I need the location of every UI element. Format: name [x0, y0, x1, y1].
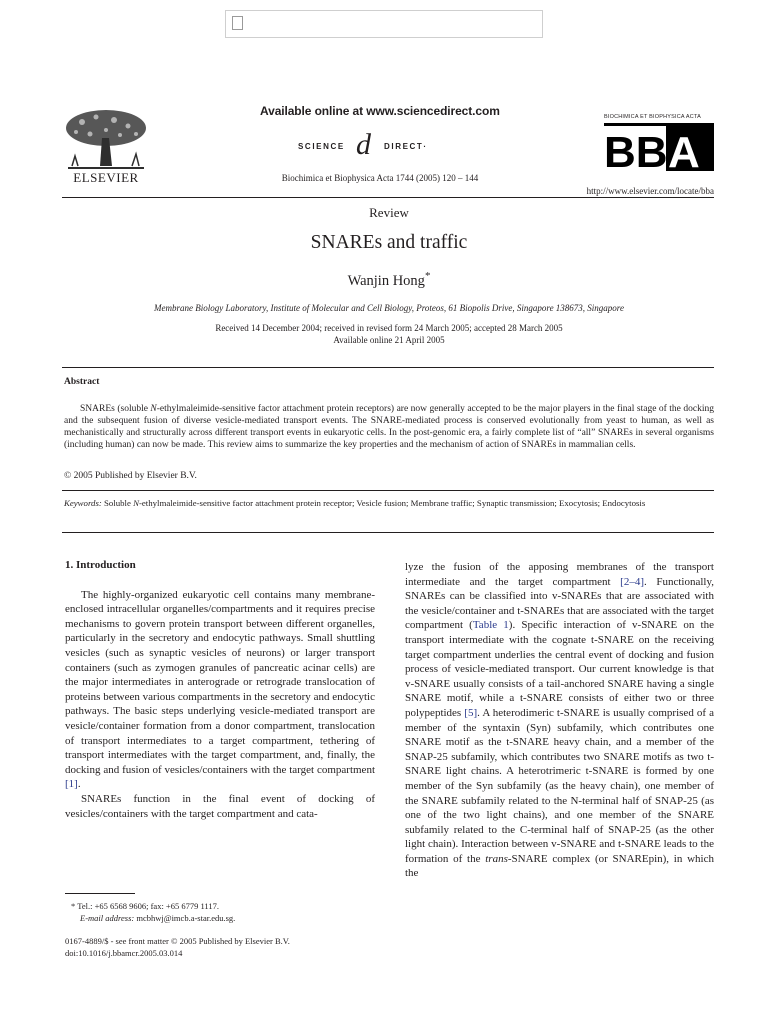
- article-type: Review: [369, 205, 409, 220]
- sd-science-text: SCIENCE: [298, 142, 345, 151]
- paragraph: SNAREs function in the final event of docking of vesicles/containers with the target compartment and cata-: [65, 792, 375, 820]
- keywords-divider: [62, 532, 714, 533]
- article-title: SNAREs and traffic: [310, 232, 468, 253]
- received-dates: Received 14 December 2004; received in revised form 24 March 2005; accepted 28 March 2005: [215, 323, 563, 333]
- abstract-heading: Abstract: [64, 377, 100, 387]
- citation-link[interactable]: [1]: [65, 778, 78, 791]
- bba-journal-name: BIOCHIMICA ET BIOPHYSICA ACTA: [604, 114, 701, 120]
- header-divider: [62, 197, 714, 198]
- author-line: [0, 270, 768, 290]
- citation-link[interactable]: [5]: [464, 706, 478, 719]
- abstract-copyright: © 2005 Published by Elsevier B.V.: [64, 471, 197, 481]
- sd-d-mark: d: [356, 128, 373, 161]
- abstract-top-divider: [62, 367, 714, 368]
- body-column-right: [405, 560, 714, 881]
- email-address[interactable]: mcbhwj@imcb.a-star.edu.sg.: [136, 913, 236, 923]
- available-date: Available online 21 April 2005: [333, 335, 445, 345]
- article-dates: [0, 322, 768, 346]
- bba-logo: [604, 123, 714, 171]
- section-heading: 1. Introduction: [65, 559, 136, 571]
- elsevier-tree-logo: [62, 108, 150, 172]
- abstract-divider: [62, 490, 714, 491]
- sciencedirect-logo[interactable]: [298, 130, 440, 164]
- author-name[interactable]: Wanjin Hong: [347, 272, 425, 289]
- citation-link[interactable]: [2–4]: [620, 575, 644, 588]
- bba-letters-left: BB: [604, 128, 668, 171]
- journal-citation: Biochimica et Biophysica Acta 1744 (2005) 120 – 144: [281, 173, 479, 183]
- email-label: E-mail address:: [80, 913, 135, 923]
- footnote-email-line: [65, 912, 375, 924]
- paragraph: lyze the fusion of the apposing membranes of the transport intermediate and the target compartment [2–4]. Functionally, SNAREs can be classified into v-SNAREs that are associated with the vesicle/container and t-SNAREs that are associated with the target compartment (Table 1). Specific interaction of v-SNARE on the transport intermediate with the cognate t-SNARE on the receiving target compartment underlies the central event of docking and fusion process of vesicle-mediated transport. Our current knowledge is that v-SNARE usually consists of a tail-anchored SNARE having a single SNARE motif, while a t-SNARE consists of either two or three polypeptides [5]. A heterodimeric t-SNARE is usually comprised of a member of the syntaxin (Syn) subfamily, which contributes one SNARE motif as the t-SNARE heavy chain, and a member of the SNAP-25 subfamily, which contributes two SNARE motifs as two t-SNARE light chains. A heterotrimeric t-SNARE is formed by one member of the Syn subfamily (as the heavy chain), one member of the SNARE subfamily related to the N-terminal half of SNAP-25 (as one of the two light chains), and one member of the SNARE subfamily related to the C-terminal half of SNAP-25 (as the other light chain). Interaction between v-SNARE and t-SNARE leads to the formation of the trans-SNARE complex (or SNAREpin), in which the: [405, 561, 714, 880]
- available-online-text[interactable]: Available online at www.sciencedirect.com: [260, 104, 500, 118]
- journal-url[interactable]: http://www.elsevier.com/locate/bba: [586, 186, 714, 196]
- footnote-contact: * Tel.: +65 6568 9606; fax: +65 6779 1117.: [71, 901, 219, 911]
- abstract-text: SNAREs (soluble N-ethylmaleimide-sensitive factor attachment protein receptors) are now generally accepted to be the major players in the final stage of the docking and the subsequent fusion of diverse vesicle-mediated transport events. The SNARE-mediated process is conserved evolutionally from yeast to human, as well as mechanistically and structurally across different transport events in eukaryotic cells. In the post-genomic era, a fairly complete list of “all” SNAREs in several organisms (including human) can now be made. This review aims to summarize the key properties and the mechanism of action of SNAREs in mammalian cells.: [64, 404, 714, 450]
- page-icon[interactable]: [232, 16, 243, 30]
- issn-doi: [65, 935, 385, 959]
- footnote: [65, 900, 375, 924]
- footnote-divider: [65, 893, 135, 894]
- body-column-left: [65, 558, 375, 821]
- paragraph: The highly-organized eukaryotic cell contains many membrane-enclosed intracellular organelles/compartments and it requires precise mechanisms to govern protein transport between different organelles, particularly in the secretory and endocytic pathways. Small shuttling vesicles (such as synaptic vesicles of neurons) or larger transport containers (such as zymogen granules of pancreatic acinar cells) are the major intermediates in anterograde or retrograde translocation of proteins between various compartments in the secretory and endocytic pathways. The basic steps underlying vesicle-mediated transport are vesicle/container formation from a donor compartment, translocation of transport intermediates to a target compartment, tethering of transport intermediates with the target compartment, and, finally, the docking and fusion of vesicles/containers with the target compartment [1].: [65, 588, 375, 791]
- author-affiliation: Membrane Biology Laboratory, Institute of Molecular and Cell Biology, Proteos, 61 Biopolis Drive, Singapore 138673, Singapore: [154, 303, 624, 313]
- doi-line[interactable]: doi:10.1016/j.bbamcr.2005.03.014: [65, 948, 183, 958]
- citation-link[interactable]: Table 1: [472, 619, 509, 632]
- keywords: Keywords: Soluble N-ethylmaleimide-sensitive factor attachment protein receptor; Vesicle fusion; Membrane traffic; Synaptic transmission; Exocytosis; Endocytosis: [64, 498, 646, 508]
- sd-direct-text: DIRECT·: [384, 142, 428, 151]
- author-footnote-mark[interactable]: *: [424, 270, 431, 282]
- publisher-name: ELSEVIER: [73, 170, 139, 185]
- issn-line: 0167-4889/$ - see front matter © 2005 Published by Elsevier B.V.: [65, 936, 290, 946]
- viewer-toolbar: [225, 10, 543, 38]
- bba-letter-a: A: [668, 128, 700, 171]
